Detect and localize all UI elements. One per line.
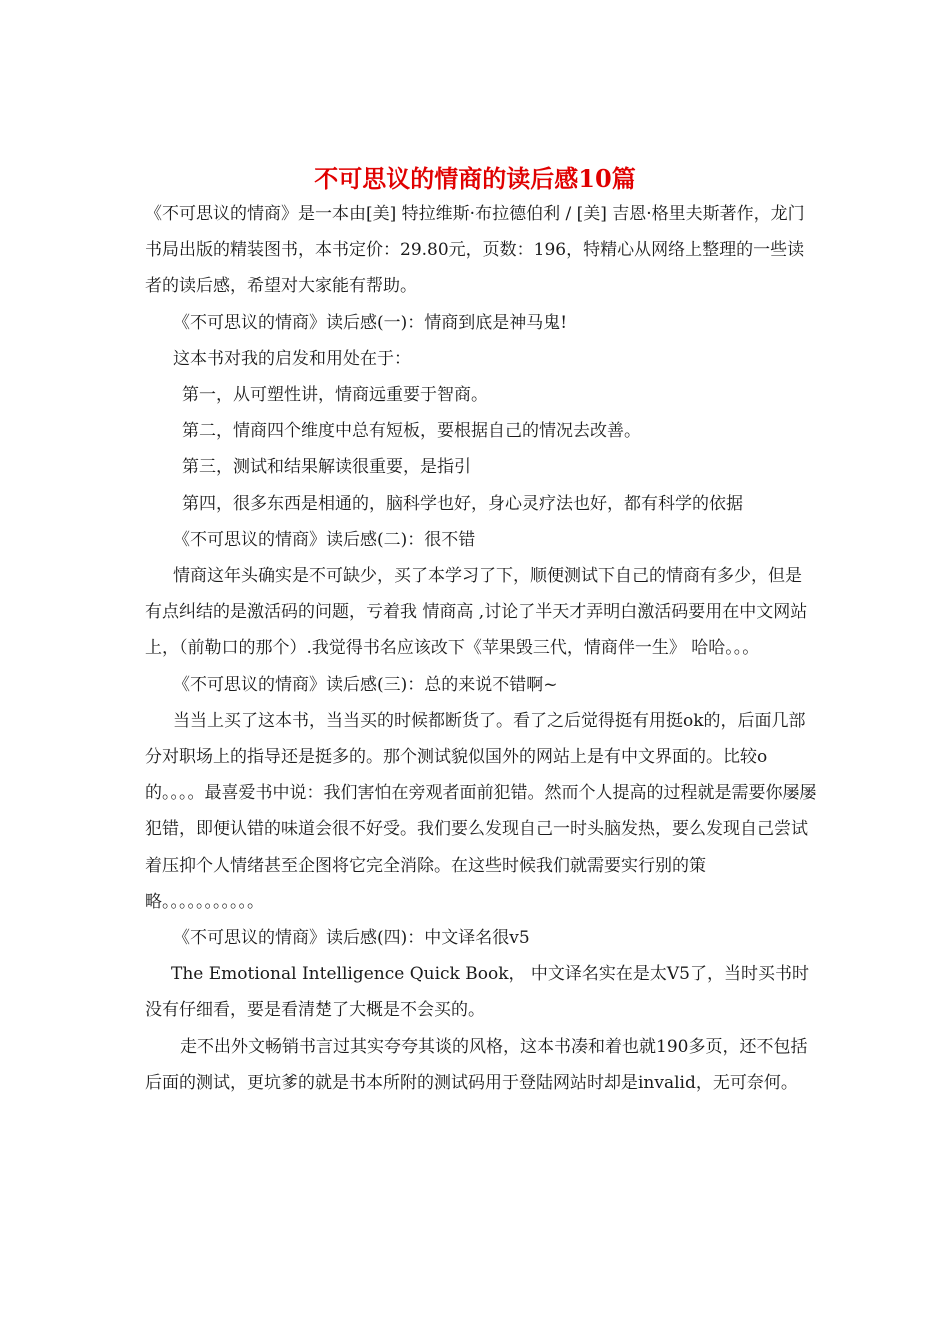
list-item: 第一，从可塑性讲，情商远重要于智商。 — [182, 385, 488, 406]
list-item: 第二，情商四个维度中总有短板，要根据自己的情况去改善。 — [182, 421, 641, 442]
section-heading-4: 《不可思议的情商》读后感(四)：中文译名很v5 — [173, 928, 530, 949]
section-heading-1: 《不可思议的情商》读后感(一)：情商到底是神马鬼! — [173, 312, 568, 333]
list-item: 第三，测试和结果解读很重要，是指引 — [182, 457, 471, 478]
body-paragraph: 走不出外文畅销书言过其实夸夸其谈的风格，这本书凑和着也就190多页，还不包括后面的测试，更坑爹的就是书本所附的测试码用于登陆网站时却是invalid，无可奈何。 — [145, 1036, 808, 1093]
document-body — [145, 196, 817, 1101]
body-paragraph: 当当上买了这本书，当当买的时候都断货了。看了之后觉得挺有用挺ok的，后面几部分对职场上的指导还是挺多的。那个测试貌似国外的网站上是有中文界面的。比较o的。。。。最喜爱书中说：我们害怕在旁观者面前犯错。然而个人提高的过程就是需要你屡屡犯错，即便认错的味道会很不好受。我们要么发现自己一时头脑发热，要么发现自己尝试着压抑个人情绪甚至企图将它完全消除。在这些时候我们就需要实行别的策略。。。。。。。。。。。 — [145, 710, 817, 912]
section-heading-3: 《不可思议的情商》读后感(三)：总的来说不错啊~ — [173, 674, 558, 695]
body-paragraph: 这本书对我的启发和用处在于： — [173, 348, 411, 369]
list-item: 第四，很多东西是相通的，脑科学也好，身心灵疗法也好，都有科学的依据 — [182, 493, 743, 514]
body-paragraph: The Emotional Intelligence Quick Book， 中文译名实在是太V5了，当时买书时没有仔细看，要是看清楚了大概是不会买的。 — [145, 964, 809, 1021]
body-paragraph: 情商这年头确实是不可缺少，买了本学习了下，顺便测试下自己的情商有多少，但是有点纠结的是激活码的问题，亏着我 情商高 ,讨论了半天才弄明白激活码要用在中文网站上，（前勒口的那个）.我觉得书名应该改下《苹果毁三代，情商伴一生》 哈哈。。。 — [145, 566, 808, 659]
section-heading-2: 《不可思议的情商》读后感(二)：很不错 — [173, 529, 476, 550]
intro-paragraph: 《不可思议的情商》是一本由[美] 特拉维斯·布拉德伯利 / [美] 吉恩·格里夫斯著作，龙门书局出版的精装图书，本书定价：29.80元，页数：196，特精心从网络上整理的一些读者的读后感，希望对大家能有帮助。 — [145, 204, 805, 297]
document-title: 不可思议的情商的读后感10篇 — [314, 164, 636, 194]
